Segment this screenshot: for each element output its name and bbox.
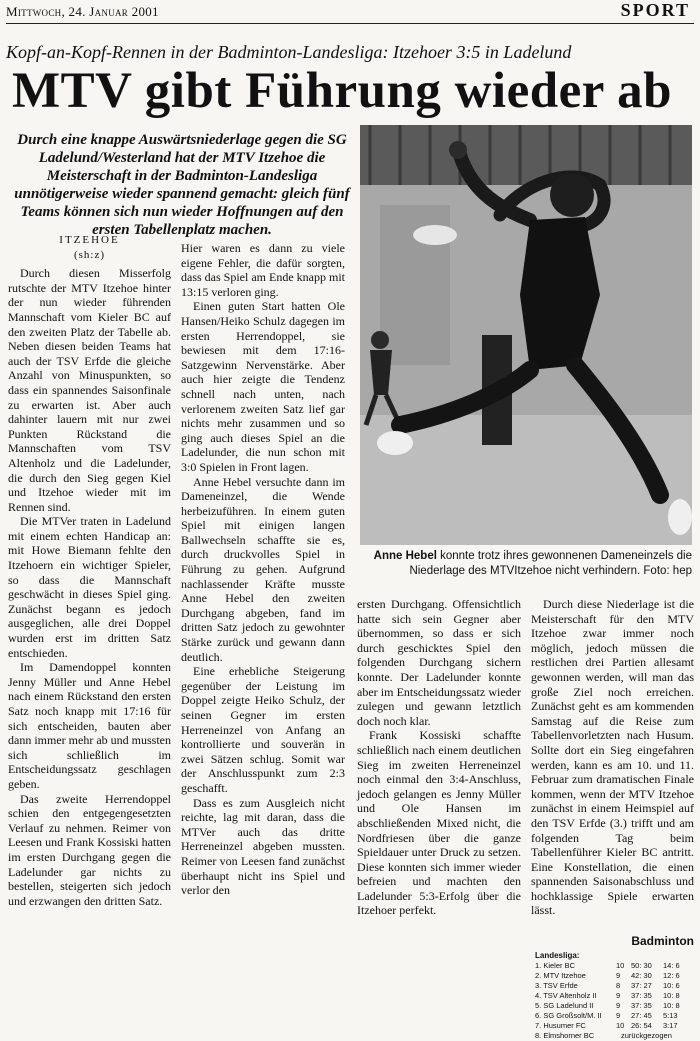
sets: 50: 30 xyxy=(631,961,652,970)
article-column-3 xyxy=(357,597,521,918)
headline: MTV gibt Führung wieder ab xyxy=(12,63,673,119)
paragraph: Frank Kossiski schaffte schließlich nach einem deutlichen Sieg im zweiten Herreneinzel noch einmal den 3:4-Anschluss, jedoch gelangen es Jenny Müller und Ole Hansen im abschließenden Mixed nicht, die Nordfriesen über die ganze Spieldauer unter Druck zu setzen. Diese konnten sich immer wieder befreien und machten den Ladelunder 5:3-Erfolg über die Itzehoer perfekt. xyxy=(357,728,521,918)
paragraph: Hier waren es dann zu viele eigene Fehler, die dafür sorgten, dass das Spiel am Ende knapp mit 13:15 verloren ging. xyxy=(181,241,345,299)
team: 5. SG Ladelund II xyxy=(535,1001,594,1010)
team: 7. Husumer FC xyxy=(535,1021,586,1030)
paragraph: Durch diesen Misserfolg rutschte der MTV Itzehoe hinter der nun wieder führenden Mannschaft vom Kieler BC auf den zweiten Platz der Tabelle ab. Neben diesen beiden Teams hat auch der TSV Erfde die gleiche Anzahl von Minuspunkten, so dass ein spannendes Saisonfinale zu erwarten ist. Aber auch dahinter lauern mit nur zwei Punkten Rückstand die Mannschaften vom TSV Altenholz und die Ladelunder, die durch den Sieg gegen Kiel und Itzehoe wieder mit im Rennen sind. xyxy=(8,266,171,514)
games: 10 xyxy=(616,1021,625,1030)
lead-paragraph: Durch eine knappe Auswärtsniederlage gegen die SG Ladelund/Westerland hat der MTV Itzehoe die Meisterschaft in der Badminton-Landesliga unnötigerweise wieder spannend gemacht: gleich fünf Teams können sich nun wieder Hoffnungen auf den ersten Tabellenplatz machen. xyxy=(14,132,350,238)
paragraph: ersten Durchgang. Offensichtlich hatte sich sein Gegner aber übernommen, so dass er sich durch geschicktes Spiel den folgenden Durchgang sichern konnte. Der Ladelunder konnte aber im Entscheidungssatz wieder zulegen und gewann letztlich doch noch klar. xyxy=(357,597,521,728)
points: 10: 8 xyxy=(663,1001,680,1010)
points: 5:13 xyxy=(663,1011,678,1020)
kicker: Kopf-an-Kopf-Rennen in der Badminton-Landesliga: Itzehoer 3:5 in Ladelund xyxy=(6,42,572,62)
table-row xyxy=(535,1001,693,1011)
page-header xyxy=(6,0,694,22)
team: 4. TSV Altenholz II xyxy=(535,991,597,1000)
header-rule xyxy=(6,23,694,24)
points: 12: 6 xyxy=(663,971,680,980)
paragraph: Die MTVer traten in Ladelund mit einem echten Handicap an: mit Howe Biemann fehlte den Itzehoern ein wichtiger Spieler, so dass die Mannschaft geschwächt in dieses Spiel ging. Zunächst begann es jedoch ausgeglichen, alle drei Doppel wurden erst im dritten Satz entschieden. xyxy=(8,514,171,660)
photo-anne-hebel xyxy=(360,125,692,545)
games: 9 xyxy=(616,1001,621,1010)
paragraph: Im Damendoppel konnten Jenny Müller und Anne Hebel nach einem Rückstand den ersten Satz noch knapp mit 17:16 für sich entscheiden, bauten aber dann immer mehr ab und mussten sich schließlich im Entscheidungssatz geschlagen geben. xyxy=(8,660,171,791)
paragraph: Anne Hebel versuchte dann im Dameneinzel, die Wende herbeizuführen. In einem guten Spiel mit einigen langen Ballwechseln schaffte sie es, durch druckvolles Spiel in Führung zu gehen. Aufgrund nachlassender Kräfte musste Anne Hebel den zweiten Durchgang abgeben, fand im dritten Satz jedoch zu gewohnter Stärke zurück und gewann dann deutlich. xyxy=(181,474,345,664)
paragraph: Eine erhebliche Steigerung gegenüber der Leistung im Doppel zeigte Heiko Schulz, der seinen Gegner im ersten Herreneinzel von Anfang an kontrollierte und souverän in zwei Sätzen schlug. Somit war der Anschlusspunkt zum 2:3 geschafft. xyxy=(181,664,345,795)
table-row xyxy=(535,971,693,981)
sets: 26: 54 xyxy=(631,1021,652,1030)
points: 14: 6 xyxy=(663,961,680,970)
table-row xyxy=(535,1011,693,1021)
withdrawn-note: zurückgezogen xyxy=(621,1031,672,1040)
team: 2. MTV Itzehoe xyxy=(535,971,586,980)
games: 10 xyxy=(616,961,625,970)
sets: 37: 27 xyxy=(631,981,652,990)
team: 1. Kieler BC xyxy=(535,961,576,970)
games: 9 xyxy=(616,971,621,980)
points: 3:17 xyxy=(663,1021,678,1030)
caption-name: Anne Hebel xyxy=(373,550,437,562)
dateline: Mittwoch, 24. Januar 2001 xyxy=(6,4,159,19)
points: 10: 8 xyxy=(663,991,680,1000)
team: 6. SG Großsolt/M. II xyxy=(535,1011,602,1020)
team: 8. Elmshorner BC xyxy=(535,1031,595,1040)
table-row xyxy=(535,961,693,971)
sets: 37: 35 xyxy=(631,991,652,1000)
games: 9 xyxy=(616,991,621,1000)
article-column-2 xyxy=(181,241,345,898)
team: 3. TSV Erfde xyxy=(535,981,578,990)
paragraph: Durch diese Niederlage ist die Meisterschaft für den MTV Itzehoe zwar immer noch möglich, jedoch müssen die restlichen drei Partien allesamt gewonnen werden, will man das große Ziel noch erreichen. Zunächst geht es am kommenden Samstag auf die Reise zum Tabellenvorletzten nach Husum. Sollte dort ein Sieg eingefahren werden, kann es am 10. und 11. Februar zum dramatischen Finale kommen, wenn der MTV Itzehoe zunächst in einem Heimspiel auf den TSV Erfde (3.) trifft und am folgenden Tag beim Tabellenführer Kieler BC antritt. Eine Konstellation, die einen spannenden Saisonabschluss und hochklassige Spiele erwarten lässt. xyxy=(531,597,694,918)
section-label: SPORT xyxy=(620,0,690,20)
article-column-1 xyxy=(8,233,171,908)
location-label: ITZEHOE xyxy=(59,234,120,246)
paragraph: Das zweite Herrendoppel schien den entgegengesetzten Verlauf zu nehmen. Reimer von Leesen und Frank Kossiski hatten im ersten Durchgang gegen die Ladelunder gar nichts zu bestellen, steigerten sich jedoch und erzwangen den dritten Satz. xyxy=(8,791,171,908)
games: 8 xyxy=(616,981,621,990)
paragraph: Dass es zum Ausgleich nicht reichte, lag mit daran, dass die MTVer auch das dritte Herreneinzel abgeben mussten. Reimer von Leesen fand zunächst überhaupt nicht ins Spiel und verlor den xyxy=(181,795,345,898)
points: 10: 6 xyxy=(663,981,680,990)
table-row xyxy=(535,981,693,991)
photo-caption xyxy=(366,549,692,579)
sets: 27: 45 xyxy=(631,1011,652,1020)
sets: 42: 30 xyxy=(631,971,652,980)
badminton-player-photo xyxy=(360,125,692,545)
standings-league: Landesliga: xyxy=(535,951,580,960)
games: 9 xyxy=(616,1011,621,1020)
author-tag: (sh:z) xyxy=(73,248,106,261)
table-row xyxy=(535,1021,693,1031)
paragraph: Einen guten Start hatten Ole Hansen/Heiko Schulz dagegen im ersten Herrendoppel, sie bewiesen mit dem 17:16-Satzgewinn Nervenstärke. Aber auch hier zeigte die Tendenz schnell nach unten, nach verlorenem zweiten Satz lief gar nichts mehr zusammen und so ging auch dieses Spiel an die Ladelunder, die nun schon mit 3:0 Spielen in Front lagen. xyxy=(181,299,345,474)
article-column-4 xyxy=(531,597,694,918)
sets: 37: 35 xyxy=(631,1001,652,1010)
standings-title: Badminton xyxy=(631,934,694,948)
table-row xyxy=(535,991,693,1001)
caption-text: konnte trotz ihres gewonnenen Dameneinzels die Niederlage des MTVItzehoe nicht verhindern. Foto: hep xyxy=(409,550,692,577)
